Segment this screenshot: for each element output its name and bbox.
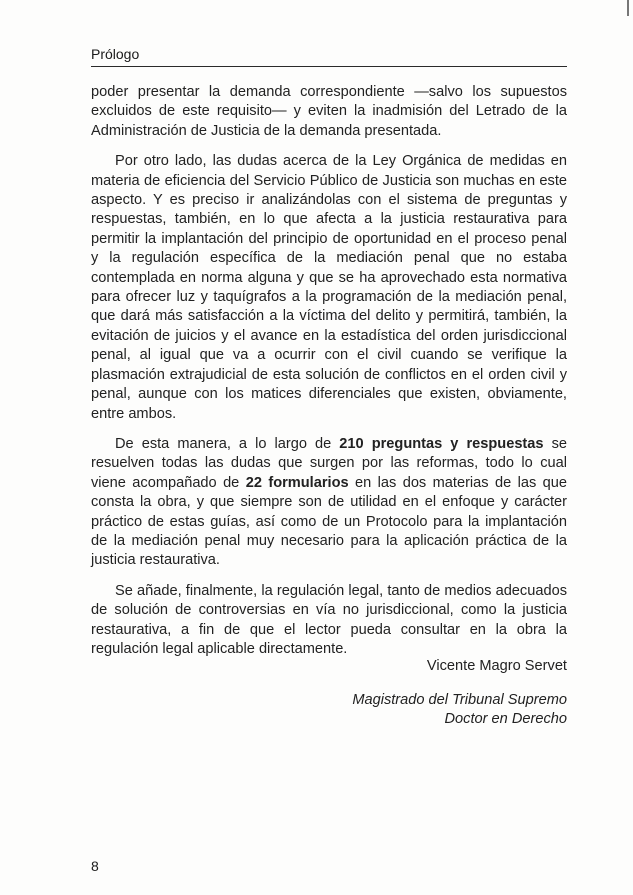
- paragraph-3: [91, 435, 567, 571]
- paragraph-3-text-a: De esta manera, a lo largo de: [115, 435, 340, 452]
- signature-block: [352, 657, 567, 730]
- signature-role-doctor: Doctor en Derecho: [444, 711, 567, 727]
- header-rule: [91, 66, 567, 67]
- signature-role-magistrate: Magistrado del Tribunal Supremo: [352, 691, 567, 708]
- page-edge-mark: [627, 0, 629, 16]
- paragraph-4: Se añade, finalmente, la regulación legal, tanto de medios adecuados de solución de controversias en vía no jurisdiccional, como la justicia restaurativa, a fin de que el lector pueda consultar en la obra la regulación legal aplicable directamente.: [91, 582, 567, 657]
- paragraph-2: Por otro lado, las dudas acerca de la Ley Orgánica de medidas en materia de eficiencia del Servicio Público de Justicia son muchas en este aspecto. Y es preciso ir analizándolas con el sistema de preguntas y respuestas, también, en lo que afecta a la justicia restaurativa para permitir la implantación del principio de oportunidad en el proceso penal y la regulación específica de la mediación penal que no estaba contemplada en norma alguna y que se ha aprovechado esta normativa para ofrecer luz y taquígrafos a la programación de la mediación penal, que dará más satisfacción a la víctima del delito y permitirá, también, la evitación de juicios y el avance en la estadística del orden jurisdiccional penal, al igual que va a ocurrir con el civil cuando se verifique la plasmación extrajudicial de esta solución de conflictos en el orden civil y penal, aunque con los matices diferenciales que existen, obviamente, entre ambos.: [91, 153, 567, 422]
- signature-name: Vicente Magro Servet: [426, 658, 567, 674]
- paragraph-1: poder presentar la demanda correspondiente —salvo los supuestos excluidos de este requisito— y eviten la inadmisión del Letrado de la Administración de Justicia de la demanda presentada.: [91, 84, 567, 139]
- paragraph-3-text-e: en las dos materias de las que consta la obra, y que siempre son de utilidad en el enfoque y carácter práctico de estas guías, así como de un Protocolo para la implantación de la mediación penal muy necesario para la aplicación práctica de la justicia restaurativa.: [91, 474, 568, 569]
- paragraph-3-bold-forms: 22 formularios: [245, 474, 349, 491]
- paragraph-3-text-c: se resuelven todas las dudas que surgen por las reformas, todo lo cual viene acompañado de: [91, 435, 567, 491]
- body-text: [91, 83, 567, 670]
- paragraph-3-bold-questions: 210 preguntas y respuestas: [339, 435, 544, 452]
- page-number: 8: [91, 858, 99, 874]
- running-header: Prólogo: [91, 46, 140, 62]
